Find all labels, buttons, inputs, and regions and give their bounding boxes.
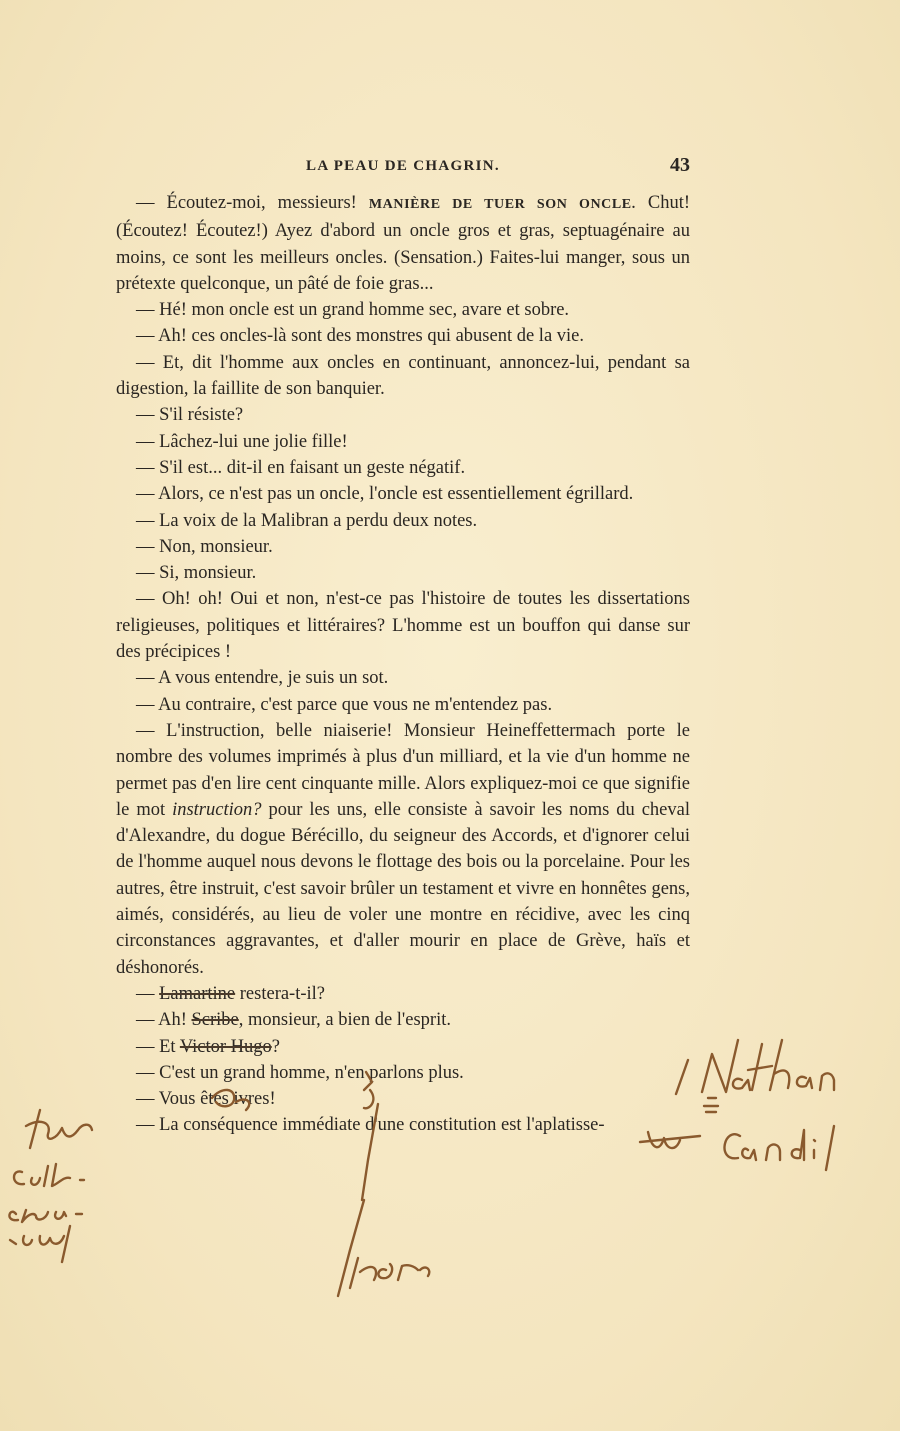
struck-name: Victor Hugo	[179, 1036, 272, 1057]
running-head	[116, 154, 690, 188]
paragraph: — C'est un grand homme, n'en parlons plus.	[136, 1062, 464, 1083]
paragraph: — Oh! oh! Oui et non, n'est-ce pas l'histoire de toutes les dissertations religieuses, politiques et littéraires? L'homme est un bouffon qui danse sur des précipices !	[116, 589, 690, 663]
italic-word: instruction?	[172, 799, 262, 820]
body-text	[116, 190, 690, 1139]
paragraph: — La voix de la Malibran a perdu deux notes.	[136, 510, 478, 531]
paragraph: — Alors, ce n'est pas un oncle, l'oncle est essentiellement égrillard.	[136, 484, 634, 505]
paragraph: — Et Victor Hugo?	[136, 1036, 280, 1057]
paragraph: — Ah! ces oncles-là sont des monstres qui abusent de la vie.	[136, 326, 585, 347]
paragraph: — Hé! mon oncle est un grand homme sec, avare et sobre.	[136, 300, 570, 321]
page-number: 43	[670, 154, 690, 176]
small-caps-title: MANIÈRE DE TUER SON ONCLE.	[368, 197, 636, 212]
struck-name: Lamartine	[159, 983, 236, 1004]
paragraph: — Au contraire, c'est parce que vous ne m'entendez pas.	[136, 694, 553, 715]
paragraph: — Non, monsieur.	[136, 536, 273, 557]
paragraph: — Et, dit l'homme aux oncles en continuant, annoncez-lui, pendant sa digestion, la faillite de son banquier.	[116, 352, 690, 400]
running-title: LA PEAU DE CHAGRIN.	[306, 158, 500, 174]
paragraph: — Lamartine restera-t-il?	[136, 983, 326, 1004]
left-margin-handwriting	[9, 1110, 92, 1262]
paragraph: — Écoutez-moi, messieurs! MANIÈRE DE TUER SON ONCLE. Chut! (Écoutez! Écoutez!) Ayez d'abord un oncle gros et gras, septuagénaire au moins, ce sont les meilleurs oncles. (Sensation.) Faites-lui manger, sous un prétexte quelconque, un pâté de foie gras...	[116, 193, 691, 294]
paragraph: — La conséquence immédiate d'une constitution est l'aplatisse-	[136, 1115, 605, 1136]
paragraph: — A vous entendre, je suis un sot.	[136, 668, 389, 689]
struck-name: Scribe	[191, 1010, 239, 1031]
paragraph: — Si, monsieur.	[136, 563, 257, 584]
paragraph: — L'instruction, belle niaiserie! Monsieur Heineffettermach porte le nombre des volumes imprimés à plus d'un milliard, et la vie d'un homme ne permet pas d'en lire cent cinquante mille. Alors expliquez-moi ce que signifie le mot instruction? pour les uns, elle consiste à savoir les noms du cheval d'Alexandre, du dogue Bérécillo, du seigneur des Accords, et d'ignorer celui de l'homme auquel nous devons le flottage des bois ou la porcelaine. Pour les autres, être instruit, c'est savoir brûler un testament et vivre en honnêtes gens, aimés, considérés, au lieu de voler une montre en récidive, avec les cinq circonstances aggravantes, et d'aller mourir en place de Grève, haïs et déshonorés.	[116, 720, 690, 978]
paragraph: — Ah! Scribe, monsieur, a bien de l'esprit.	[136, 1010, 451, 1031]
paragraph: — S'il est... dit-il en faisant un geste négatif.	[136, 457, 466, 478]
paragraph: — S'il résiste?	[136, 405, 244, 426]
paragraph: — Vous êtes ivres!	[136, 1089, 276, 1110]
paragraph: — Lâchez-lui une jolie fille!	[136, 431, 348, 452]
